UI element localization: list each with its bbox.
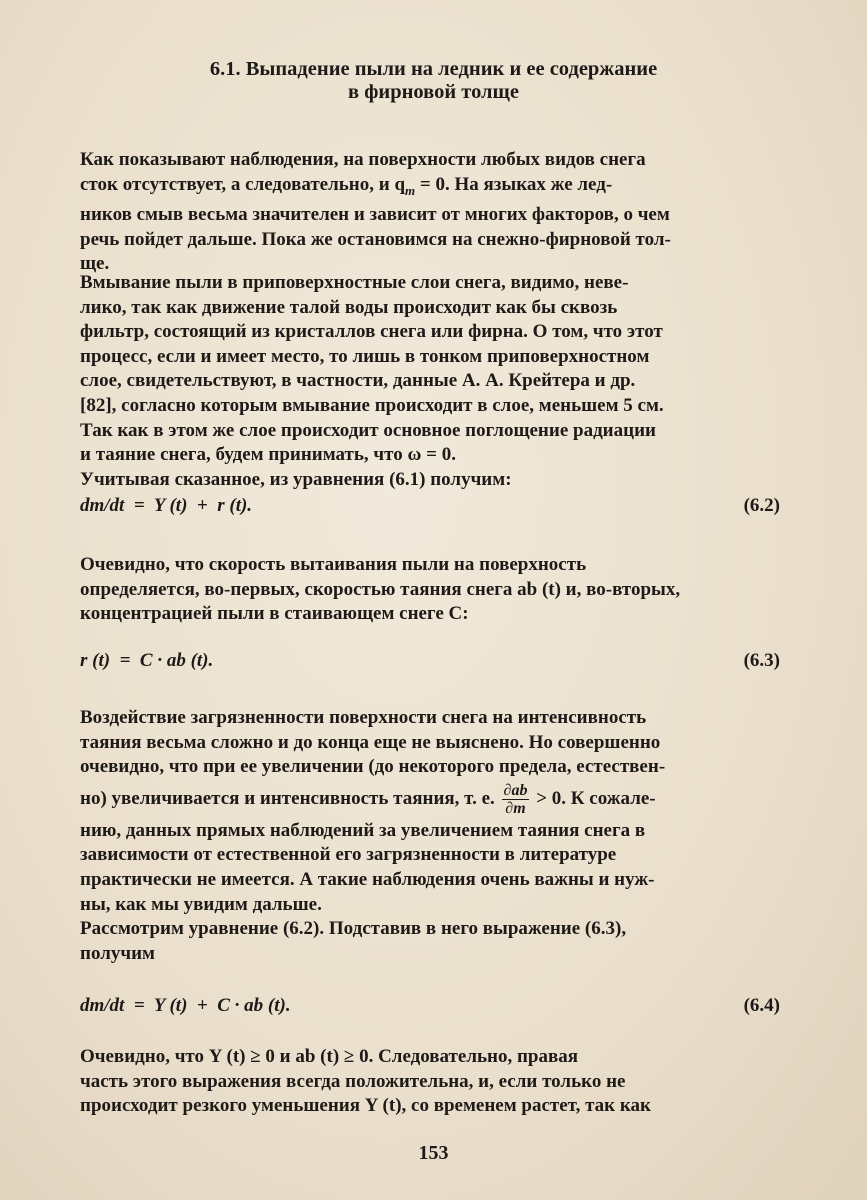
equation-formula: dm/dt = Y (t) + C · ab (t). — [80, 995, 291, 1016]
text-line: часть этого выражения всегда положительна, и, если только не — [80, 1070, 626, 1092]
text-line: зависимости от естественной его загрязненности в литературе — [80, 844, 617, 866]
paragraph-3 — [80, 553, 780, 627]
text-line: Очевидно, что скорость вытаивания пыли на поверхность — [80, 554, 587, 575]
text-line: сток отсутствует, а следовательно, и $q_m = 0$. На языках же лед- — [80, 173, 613, 198]
text-line: Так как в этом же слое происходит основное поглощение радиации — [80, 419, 656, 441]
text-line: очевидно, что при ее увеличении (до некоторого предела, естествен- — [80, 756, 666, 778]
text-line: лико, так как движение талой воды происходит как бы сквозь — [80, 296, 618, 318]
equation-6-2 — [80, 495, 780, 517]
section-title-line-2: в фирновой толще — [348, 81, 519, 103]
equation-6-4 — [80, 995, 780, 1017]
text-line: нию, данных прямых наблюдений за увеличением таяния снега в — [80, 819, 646, 841]
equation-number: (6.2) — [743, 495, 780, 516]
text-line: Вмывание пыли в приповерхностные слои снега, видимо, неве- — [80, 272, 629, 293]
text-line: Воздействие загрязненности поверхности снега на интенсивность — [80, 707, 647, 728]
text-line: таяния весьма сложно и до конца еще не выяснено. Но совершенно — [80, 731, 661, 753]
text-line: Как показывают наблюдения, на поверхности любых видов снега — [80, 149, 646, 170]
text-line: и таяние снега, будем принимать, что ω = 0. — [80, 444, 456, 466]
paragraph-5 — [80, 1045, 780, 1119]
paragraph-2 — [80, 271, 780, 492]
page-number: 153 — [418, 1142, 449, 1164]
text-line: ны, как мы увидим дальше. — [80, 893, 322, 915]
text-line: но) увеличивается и интенсивность таяния, т. е. $\frac{\partial ab}{\partial m}$ > 0. К сожале- — [80, 781, 656, 817]
equation-number: (6.4) — [743, 995, 780, 1016]
text-line: определяется, во-первых, скоростью таяния снега ab (t) и, во-вторых, — [80, 578, 681, 600]
section-title — [0, 58, 867, 104]
partial-derivative-fraction: $\frac{\partial ab}{\partial m}$ — [503, 781, 528, 817]
text-line: Очевидно, что Y (t) ≥ 0 и ab (t) ≥ 0. Следовательно, правая — [80, 1046, 579, 1067]
text-line: [82], согласно которым вмывание происходит в слое, меньшем 5 см. — [80, 394, 664, 416]
equation-formula: dm/dt = Y (t) + r (t). — [80, 495, 253, 516]
text-line: получим — [80, 942, 155, 964]
section-title-line-1: 6.1. Выпадение пыли на ледник и ее содержание — [209, 58, 658, 80]
text-line: происходит резкого уменьшения Y (t), со временем растет, так как — [80, 1095, 651, 1117]
text-line: практически не имеется. А такие наблюдения очень важны и нуж- — [80, 868, 655, 890]
equation-number: (6.3) — [743, 650, 780, 671]
equation-6-3 — [80, 650, 780, 672]
paragraph-4 — [80, 706, 780, 966]
text-line: речь пойдет дальше. Пока же остановимся на снежно-фирновой тол- — [80, 228, 671, 250]
text-line: концентрацией пыли в стаивающем снеге C: — [80, 603, 469, 625]
text-line: фильтр, состоящий из кристаллов снега или фирна. О том, что этот — [80, 321, 663, 343]
text-line: ще. — [80, 253, 110, 275]
text-line: процесс, если и имеет место, то лишь в тонком приповерхностном — [80, 345, 650, 367]
paragraph-1 — [80, 148, 780, 277]
text-line: Учитывая сказанное, из уравнения (6.1) получим: — [80, 468, 512, 490]
equation-formula: r (t) = C · ab (t). — [80, 650, 214, 671]
text-line: Рассмотрим уравнение (6.2). Подставив в него выражение (6.3), — [80, 918, 627, 940]
text-line: ников смыв весьма значителен и зависит от многих факторов, о чем — [80, 203, 670, 225]
text-line: слое, свидетельствуют, в частности, данные А. А. Крейтера и др. — [80, 370, 636, 392]
